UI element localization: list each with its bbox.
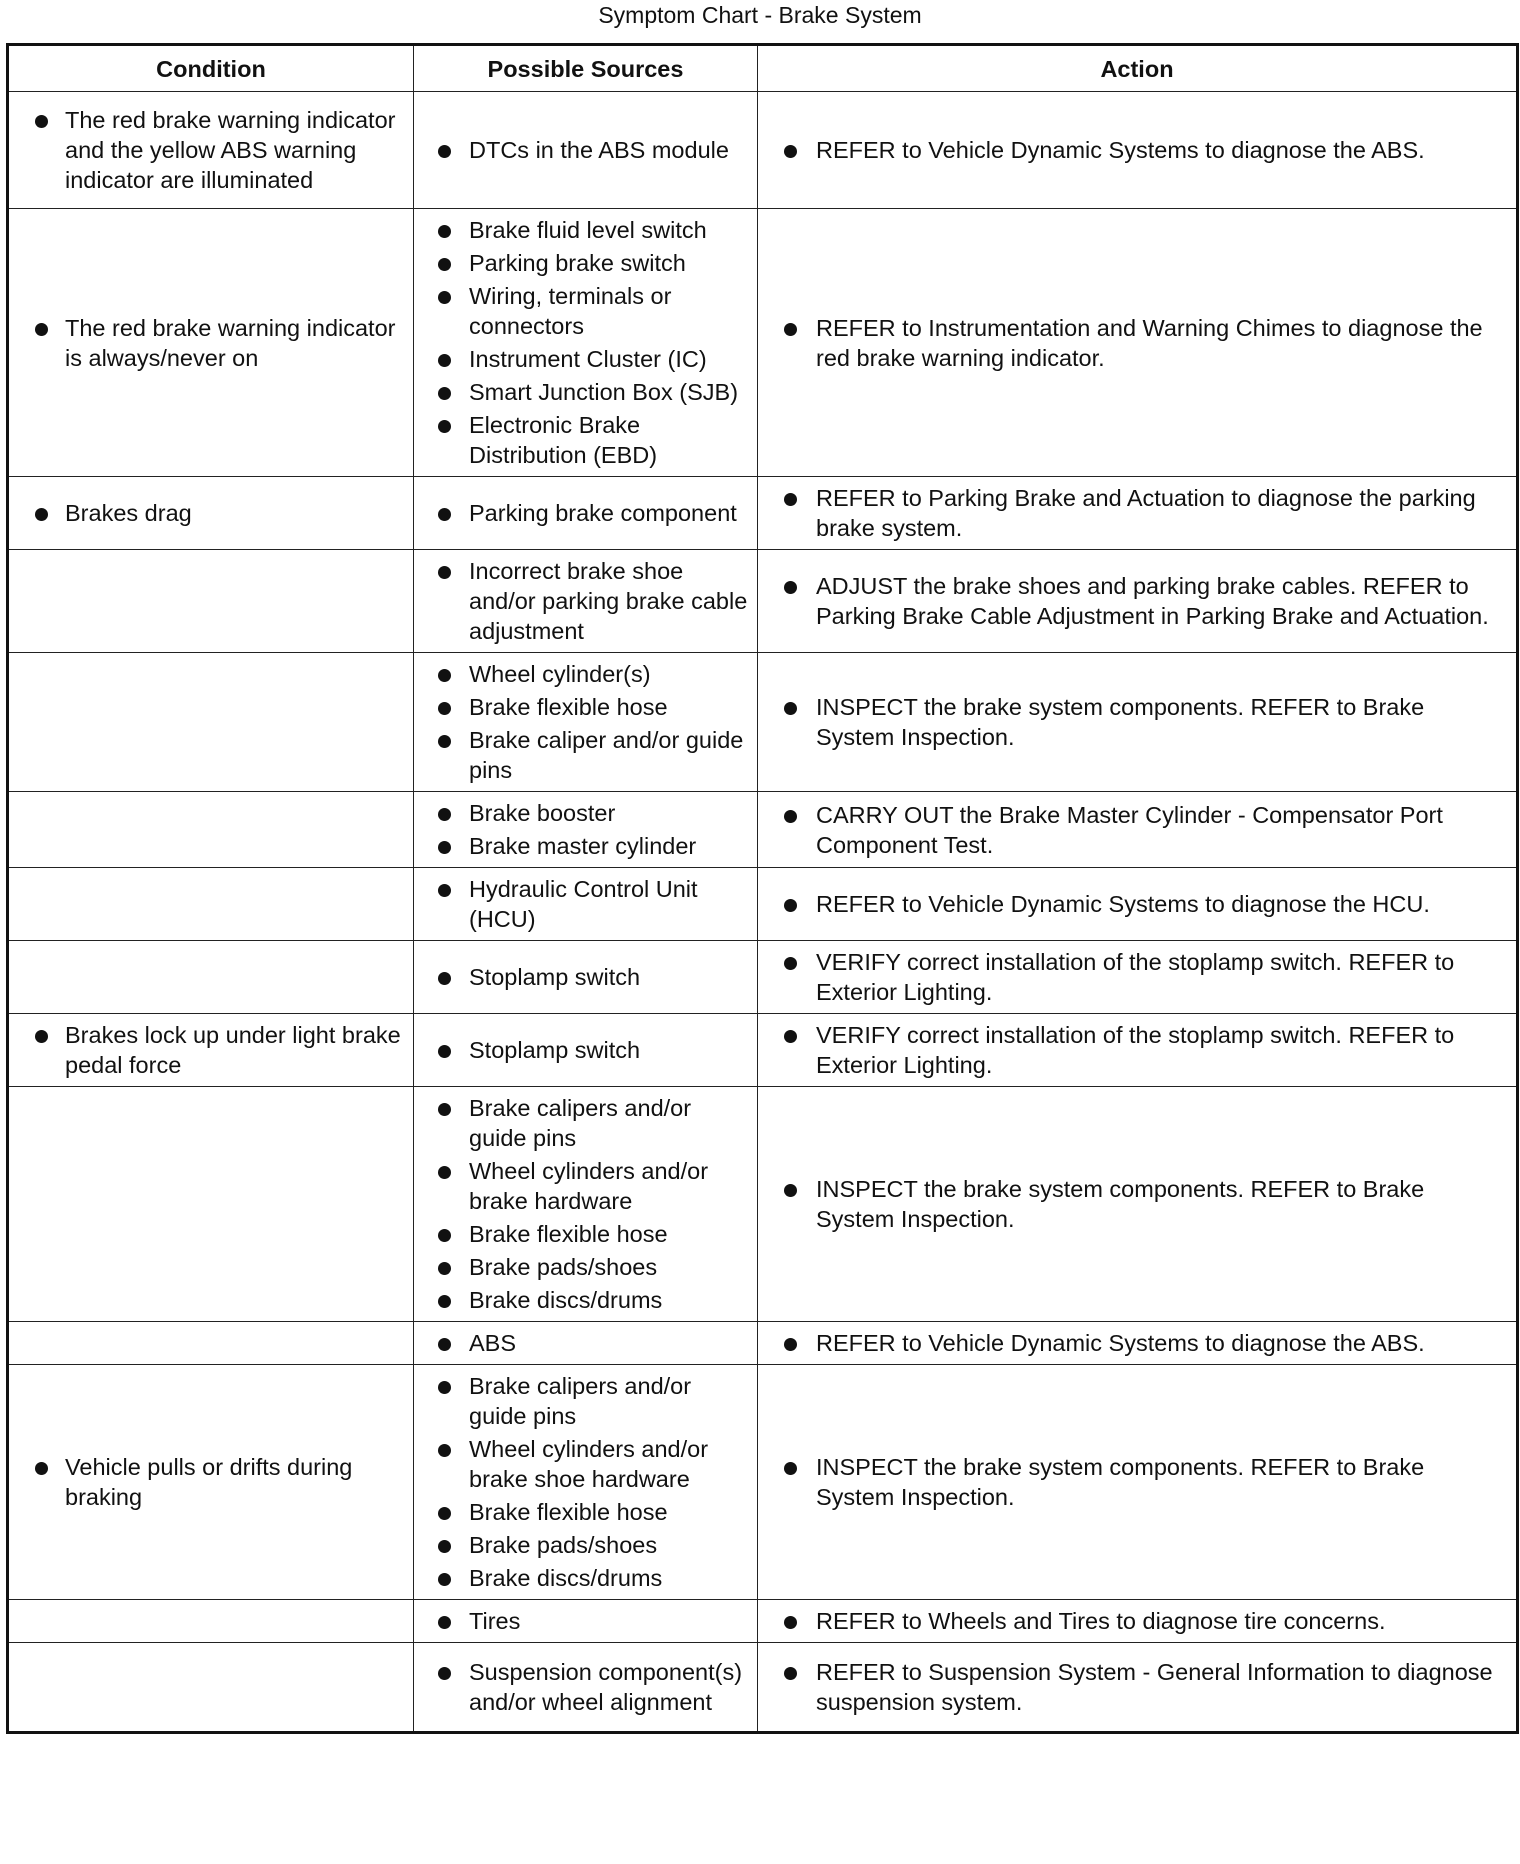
action-list-item: INSPECT the brake system components. REFER to Brake System Inspection. <box>766 1452 1508 1512</box>
condition-cell <box>8 209 414 477</box>
action-cell <box>758 1600 1518 1643</box>
sources-list-item: Brake flexible hose <box>422 692 749 722</box>
action-cell <box>758 792 1518 868</box>
sources-cell <box>414 1600 758 1643</box>
condition-list-item: Vehicle pulls or drifts during braking <box>17 1452 405 1512</box>
condition-cell <box>8 1365 414 1600</box>
condition-cell <box>8 1014 414 1087</box>
header-condition: Condition <box>8 45 414 92</box>
table-row <box>8 792 1518 868</box>
action-list <box>766 1174 1508 1234</box>
sources-list-item: Brake flexible hose <box>422 1497 749 1527</box>
sources-list-item: Brake master cylinder <box>422 831 749 861</box>
condition-cell <box>8 868 414 941</box>
sources-list-item: Brake caliper and/or guide pins <box>422 725 749 785</box>
sources-list <box>422 1093 749 1315</box>
condition-cell <box>8 1087 414 1322</box>
symptom-chart-table <box>6 43 1519 1734</box>
chart-body <box>8 92 1518 1733</box>
condition-cell <box>8 1600 414 1643</box>
action-list-item: VERIFY correct installation of the stoplamp switch. REFER to Exterior Lighting. <box>766 947 1508 1007</box>
action-list <box>766 571 1508 631</box>
sources-cell <box>414 1365 758 1600</box>
sources-list-item: ABS <box>422 1328 749 1358</box>
table-row <box>8 1643 1518 1733</box>
sources-list-item: Incorrect brake shoe and/or parking brake cable adjustment <box>422 556 749 646</box>
sources-cell <box>414 792 758 868</box>
sources-cell <box>414 92 758 209</box>
action-list-item: VERIFY correct installation of the stoplamp switch. REFER to Exterior Lighting. <box>766 1020 1508 1080</box>
action-list-item: INSPECT the brake system components. REFER to Brake System Inspection. <box>766 692 1508 752</box>
action-list-item: REFER to Instrumentation and Warning Chimes to diagnose the red brake warning indicator. <box>766 313 1508 373</box>
table-row <box>8 653 1518 792</box>
sources-list-item: Brake flexible hose <box>422 1219 749 1249</box>
sources-list <box>422 498 749 528</box>
sources-cell <box>414 1322 758 1365</box>
table-row <box>8 477 1518 550</box>
action-list-item: REFER to Vehicle Dynamic Systems to diagnose the ABS. <box>766 135 1508 165</box>
condition-list <box>17 498 405 528</box>
sources-list <box>422 135 749 165</box>
condition-list <box>17 105 405 195</box>
condition-cell <box>8 792 414 868</box>
sources-list <box>422 874 749 934</box>
condition-list-item: Brakes lock up under light brake pedal force <box>17 1020 405 1080</box>
sources-list-item: Brake booster <box>422 798 749 828</box>
action-cell <box>758 1087 1518 1322</box>
sources-list <box>422 1371 749 1593</box>
table-row <box>8 1600 1518 1643</box>
sources-list <box>422 659 749 785</box>
action-cell <box>758 653 1518 792</box>
action-cell <box>758 209 1518 477</box>
action-list-item: ADJUST the brake shoes and parking brake cables. REFER to Parking Brake Cable Adjustment in Parking Brake and Actuation. <box>766 571 1508 631</box>
condition-list-item: The red brake warning indicator and the yellow ABS warning indicator are illuminated <box>17 105 405 195</box>
action-cell <box>758 550 1518 653</box>
header-row <box>8 45 1518 92</box>
sources-list-item: Brake pads/shoes <box>422 1530 749 1560</box>
action-list <box>766 947 1508 1007</box>
sources-cell <box>414 868 758 941</box>
action-list <box>766 692 1508 752</box>
sources-list-item: Parking brake component <box>422 498 749 528</box>
table-row <box>8 209 1518 477</box>
action-list-item: REFER to Vehicle Dynamic Systems to diagnose the HCU. <box>766 889 1508 919</box>
sources-list <box>422 556 749 646</box>
action-list <box>766 135 1508 165</box>
action-cell <box>758 92 1518 209</box>
action-cell <box>758 1643 1518 1733</box>
condition-list <box>17 313 405 373</box>
table-row <box>8 1365 1518 1600</box>
sources-cell <box>414 209 758 477</box>
condition-cell <box>8 550 414 653</box>
sources-cell <box>414 653 758 792</box>
action-list-item: CARRY OUT the Brake Master Cylinder - Compensator Port Component Test. <box>766 800 1508 860</box>
action-list-item: INSPECT the brake system components. REFER to Brake System Inspection. <box>766 1174 1508 1234</box>
sources-list-item: Wheel cylinders and/or brake shoe hardware <box>422 1434 749 1494</box>
condition-list-item: Brakes drag <box>17 498 405 528</box>
sources-list <box>422 1328 749 1358</box>
sources-list <box>422 798 749 861</box>
action-list <box>766 1020 1508 1080</box>
action-cell <box>758 868 1518 941</box>
sources-list <box>422 1657 749 1717</box>
table-row <box>8 92 1518 209</box>
sources-list-item: Brake fluid level switch <box>422 215 749 245</box>
action-list-item: REFER to Parking Brake and Actuation to diagnose the parking brake system. <box>766 483 1508 543</box>
action-cell <box>758 1365 1518 1600</box>
condition-cell <box>8 1322 414 1365</box>
action-list-item: REFER to Vehicle Dynamic Systems to diagnose the ABS. <box>766 1328 1508 1358</box>
action-list <box>766 1606 1508 1636</box>
action-list <box>766 800 1508 860</box>
sources-list-item: Brake calipers and/or guide pins <box>422 1093 749 1153</box>
action-list-item: REFER to Wheels and Tires to diagnose tire concerns. <box>766 1606 1508 1636</box>
action-list <box>766 1328 1508 1358</box>
sources-cell <box>414 1643 758 1733</box>
sources-list <box>422 1606 749 1636</box>
sources-list <box>422 215 749 470</box>
sources-list-item: Wiring, terminals or connectors <box>422 281 749 341</box>
sources-cell <box>414 550 758 653</box>
action-list <box>766 313 1508 373</box>
sources-list-item: Stoplamp switch <box>422 1035 749 1065</box>
action-list <box>766 483 1508 543</box>
sources-list-item: Suspension component(s) and/or wheel alignment <box>422 1657 749 1717</box>
sources-list-item: Tires <box>422 1606 749 1636</box>
condition-cell <box>8 941 414 1014</box>
condition-list-item: The red brake warning indicator is always/never on <box>17 313 405 373</box>
table-row <box>8 1087 1518 1322</box>
sources-list-item: DTCs in the ABS module <box>422 135 749 165</box>
sources-list-item: Brake pads/shoes <box>422 1252 749 1282</box>
condition-list <box>17 1020 405 1080</box>
header-action: Action <box>758 45 1518 92</box>
sources-cell <box>414 1087 758 1322</box>
sources-list-item: Wheel cylinder(s) <box>422 659 749 689</box>
condition-cell <box>8 477 414 550</box>
action-cell <box>758 941 1518 1014</box>
table-row <box>8 868 1518 941</box>
sources-list-item: Brake calipers and/or guide pins <box>422 1371 749 1431</box>
condition-list <box>17 1452 405 1512</box>
table-row <box>8 941 1518 1014</box>
sources-list-item: Parking brake switch <box>422 248 749 278</box>
sources-list-item: Electronic Brake Distribution (EBD) <box>422 410 749 470</box>
table-row <box>8 1322 1518 1365</box>
action-cell <box>758 1322 1518 1365</box>
sources-cell <box>414 941 758 1014</box>
sources-list-item: Smart Junction Box (SJB) <box>422 377 749 407</box>
page-title: Symptom Chart - Brake System <box>598 2 922 28</box>
sources-list <box>422 962 749 992</box>
action-list <box>766 1452 1508 1512</box>
header-possible-sources: Possible Sources <box>414 45 758 92</box>
condition-cell <box>8 653 414 792</box>
action-cell <box>758 477 1518 550</box>
sources-cell <box>414 1014 758 1087</box>
condition-cell <box>8 92 414 209</box>
sources-list <box>422 1035 749 1065</box>
sources-list-item: Brake discs/drums <box>422 1563 749 1593</box>
action-list <box>766 1657 1508 1717</box>
sources-list-item: Wheel cylinders and/or brake hardware <box>422 1156 749 1216</box>
sources-list-item: Instrument Cluster (IC) <box>422 344 749 374</box>
condition-cell <box>8 1643 414 1733</box>
sources-list-item: Stoplamp switch <box>422 962 749 992</box>
table-row <box>8 1014 1518 1087</box>
sources-list-item: Hydraulic Control Unit (HCU) <box>422 874 749 934</box>
action-list-item: REFER to Suspension System - General Information to diagnose suspension system. <box>766 1657 1508 1717</box>
table-row <box>8 550 1518 653</box>
action-cell <box>758 1014 1518 1087</box>
action-list <box>766 889 1508 919</box>
sources-cell <box>414 477 758 550</box>
sources-list-item: Brake discs/drums <box>422 1285 749 1315</box>
